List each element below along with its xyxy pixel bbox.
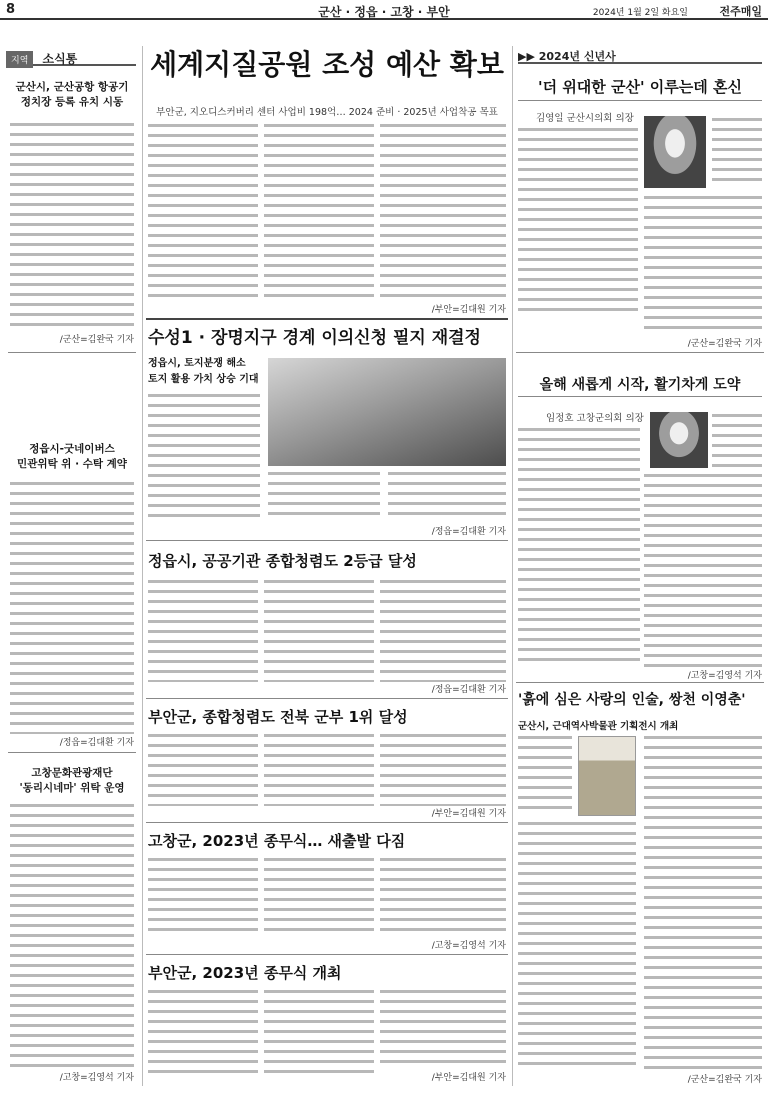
story2-byline: /정읍=김대환 기자 <box>431 527 506 537</box>
portrait-photo <box>644 116 706 188</box>
story6-byline: /부안=김대원 기자 <box>431 1073 506 1083</box>
page-number: 8 <box>6 2 16 17</box>
newyear-column1-author: 김영일 군산시의회 의장 <box>536 113 634 124</box>
column-rule <box>142 46 143 1086</box>
newyear-column2-headline: 올해 새롭게 시작, 활기차게 도약 <box>518 374 762 397</box>
lead-byline: /부안=김대원 기자 <box>431 305 506 315</box>
newyear-bar: ▶▶ 2024년 신년사 <box>518 48 762 64</box>
sidebar-byline: /군산=김완국 기자 <box>59 335 134 345</box>
sidebar-headline: 고창문화관광재단 '동리시네마' 위탁 운영 <box>19 767 125 794</box>
lead-subhead: 부안군, 지오디스커버리 센터 사업비 198억… 2024 준비 · 2025년 사업착공 목표 <box>156 107 498 118</box>
masthead <box>0 0 768 20</box>
sidebar-byline: /정읍=김대환 기자 <box>59 738 134 748</box>
sidebar-byline: /고창=김영석 기자 <box>59 1073 134 1083</box>
story3-headline: 정읍시, 공공기관 종합청렴도 2등급 달성 <box>148 552 417 570</box>
story6-headline: 부안군, 2023년 종무식 개최 <box>148 964 342 982</box>
story4-headline: 부안군, 종합청렴도 전북 군부 1위 달성 <box>148 708 408 726</box>
sidebar-body <box>10 123 134 331</box>
column-rule <box>512 46 513 1086</box>
story5-headline: 고창군, 2023년 종무식… 새출발 다짐 <box>148 832 406 850</box>
section-title: 군산 · 정읍 · 고창 · 부안 <box>318 5 450 19</box>
portrait-photo <box>650 412 708 468</box>
sidebar-headline: 정읍시-굿네이버스 민관위탁 위 · 수탁 계약 <box>17 443 127 470</box>
story2-headline: 수성1 · 장명지구 경계 이의신청 필지 재결정 <box>148 328 481 348</box>
story5-byline: /고창=김영석 기자 <box>431 941 506 951</box>
feature-byline: /군산=김완국 기자 <box>687 1075 762 1085</box>
sidebar-tag: 지역 <box>6 51 33 68</box>
newyear-column1-byline: /군산=김완국 기자 <box>687 339 762 349</box>
sidebar-body <box>10 804 134 1069</box>
newyear-column1-headline: '더 위대한 군산' 이루는데 혼신 <box>518 74 762 101</box>
story2-subhead: 정읍시, 토지분쟁 해소 토지 활용 가치 상승 기대 <box>148 358 259 385</box>
feature-subhead: 군산시, 근대역사박물관 기획전시 개최 <box>518 721 679 732</box>
feature-headline: '흙에 심은 사랑의 인술, 쌍천 이영춘' <box>518 692 746 708</box>
newyear-column2-author: 임정호 고창군의회 의장 <box>546 413 644 424</box>
meeting-photo <box>268 358 506 466</box>
paper-name: 전주매일 <box>719 5 762 18</box>
sidebar-headline: 군산시, 군산공항 항공기 정치장 등록 유치 시동 <box>15 81 129 108</box>
lead-headline: 세계지질공원 조성 예산 확보 <box>150 48 504 81</box>
exhibition-photo <box>578 736 636 816</box>
story3-byline: /정읍=김대환 기자 <box>431 685 506 695</box>
issue-date: 2024년 1월 2일 화요일 <box>592 8 688 18</box>
sidebar-body <box>10 482 134 734</box>
sidebar-title: 소식통 <box>42 52 78 66</box>
sidebar-header <box>6 48 136 66</box>
newyear-column2-byline: /고창=김영석 기자 <box>687 671 762 681</box>
story4-byline: /부안=김대원 기자 <box>431 809 506 819</box>
